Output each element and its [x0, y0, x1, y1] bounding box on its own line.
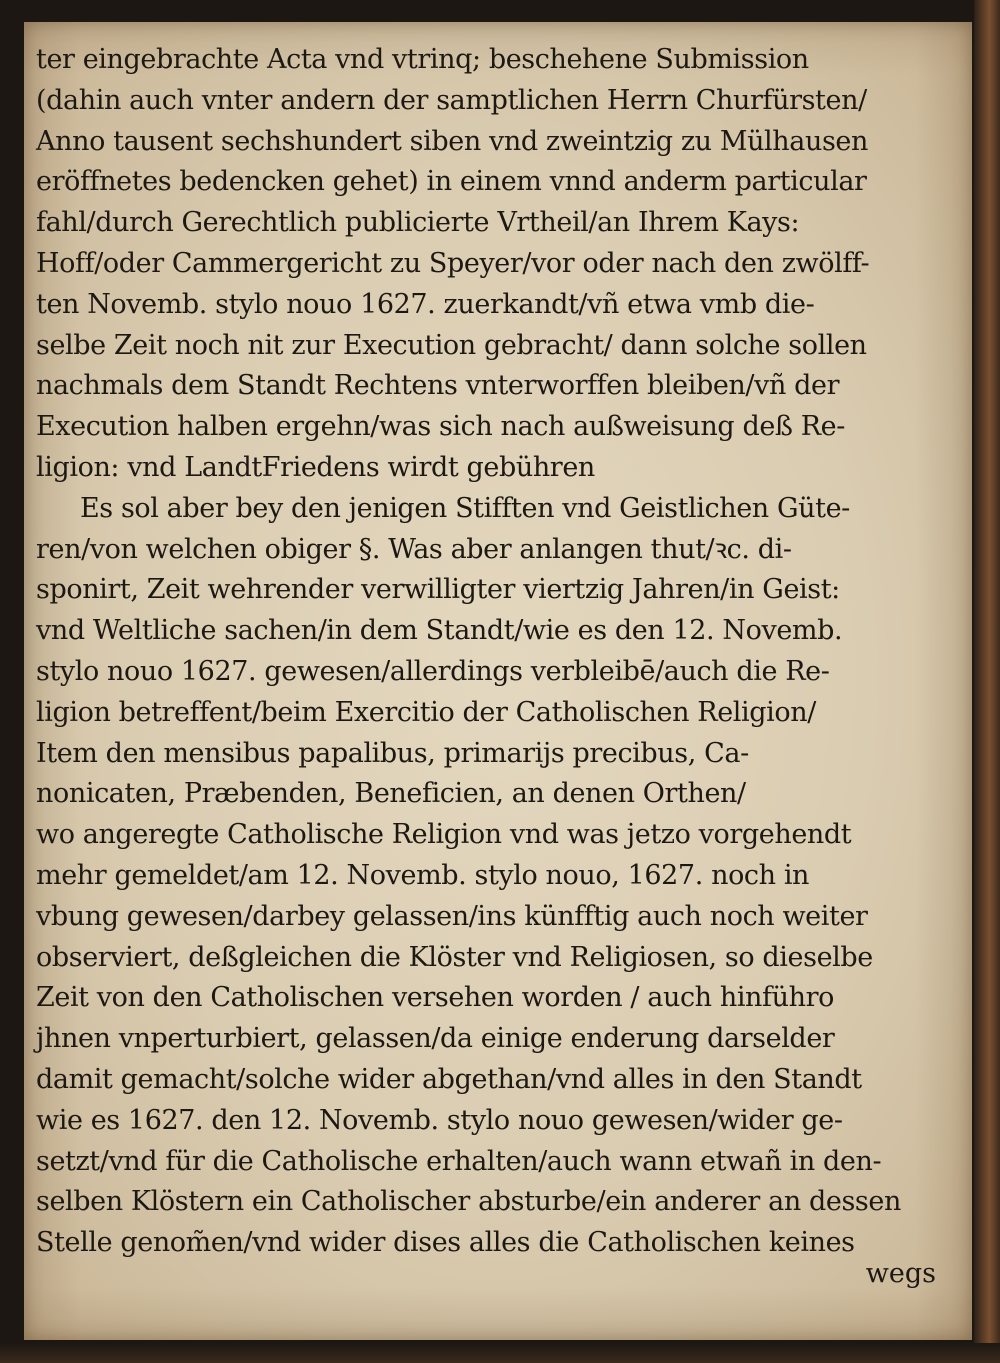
text-line-19: nonicaten, Præbenden, Beneficien, an denen Orthen/ — [36, 778, 746, 810]
text-line-28: setzt/vnd für die Catholische erhalten/auch wann etwañ in den- — [36, 1145, 882, 1177]
text-line-29: selben Klöstern ein Catholischer absturbe/ein anderer an dessen — [36, 1186, 901, 1218]
body-text — [36, 40, 936, 1264]
text-line-10: Execution halben ergehn/was sich nach außweisung deß Re- — [36, 411, 845, 443]
text-line-25: jhnen vnperturbiert, gelassen/da einige enderung darselder — [36, 1023, 835, 1055]
text-line-3: Anno tausent sechshundert siben vnd zweintzig zu Mülhausen — [36, 125, 868, 157]
text-line-16: stylo nouo 1627. gewesen/allerdings verbleibē/auch die Re- — [36, 655, 830, 687]
text-line-18: Item den mensibus papalibus, primarijs precibus, Ca- — [36, 737, 749, 769]
text-line-22: vbung gewesen/darbey gelassen/ins künfftig auch noch weiter — [36, 900, 868, 932]
text-line-15: vnd Weltliche sachen/in dem Standt/wie es den 12. Novemb. — [36, 615, 843, 647]
book-bottom-edge — [0, 1343, 1000, 1363]
text-line-17: ligion betreffent/beim Exercitio der Catholischen Religion/ — [36, 696, 816, 728]
book-binding-edge — [974, 0, 1000, 1363]
text-line-26: damit gemacht/solche wider abgethan/vnd alles in den Standt — [36, 1063, 862, 1095]
text-line-9: nachmals dem Standt Rechtens vnterworffen bleiben/vñ der — [36, 370, 840, 402]
text-line-13: ren/von welchen obiger §. Was aber anlangen thut/ꝛc. di- — [36, 533, 792, 565]
text-line-21: mehr gemeldet/am 12. Novemb. stylo nouo, 1627. noch in — [36, 859, 810, 891]
text-line-27: wie es 1627. den 12. Novemb. stylo nouo gewesen/wider ge- — [36, 1104, 843, 1136]
text-line-8: selbe Zeit noch nit zur Execution gebracht/ dann solche sollen — [36, 329, 867, 361]
text-line-2: (dahin auch vnter andern der samptlichen Herrn Churfürsten/ — [36, 84, 867, 116]
text-line-23: observiert, deßgleichen die Klöster vnd Religiosen, so dieselbe — [36, 941, 873, 973]
text-line-4: eröffnetes bedencken gehet) in einem vnnd anderm particular — [36, 166, 867, 198]
catchword: wegs — [865, 1258, 936, 1289]
text-line-20: wo angeregte Catholische Religion vnd was jetzo vorgehendt — [36, 819, 852, 851]
text-line-5: fahl/durch Gerechtlich publicierte Vrtheil/an Ihrem Kays: — [36, 207, 800, 239]
text-line-24: Zeit von den Catholischen versehen worden / auch hinführo — [36, 982, 834, 1014]
text-line-1: ter eingebrachte Acta vnd vtrinq; beschehene Submission — [36, 44, 809, 75]
text-line-7: ten Novemb. stylo nouo 1627. zuerkandt/vñ etwa vmb die- — [36, 288, 815, 320]
text-line-12-paragraph-start: Es sol aber bey den jenigen Stifften vnd Geistlichen Güte- — [80, 492, 850, 524]
text-line-6: Hoff/oder Cammergericht zu Speyer/vor oder nach den zwölff- — [36, 247, 870, 279]
text-line-11: ligion: vnd LandtFriedens wirdt gebühren — [36, 451, 595, 483]
text-line-30: Stelle genom̃en/vnd wider dises alles die Catholischen keines — [36, 1227, 855, 1259]
text-line-14: sponirt, Zeit wehrender verwilligter viertzig Jahren/in Geist: — [36, 574, 840, 606]
